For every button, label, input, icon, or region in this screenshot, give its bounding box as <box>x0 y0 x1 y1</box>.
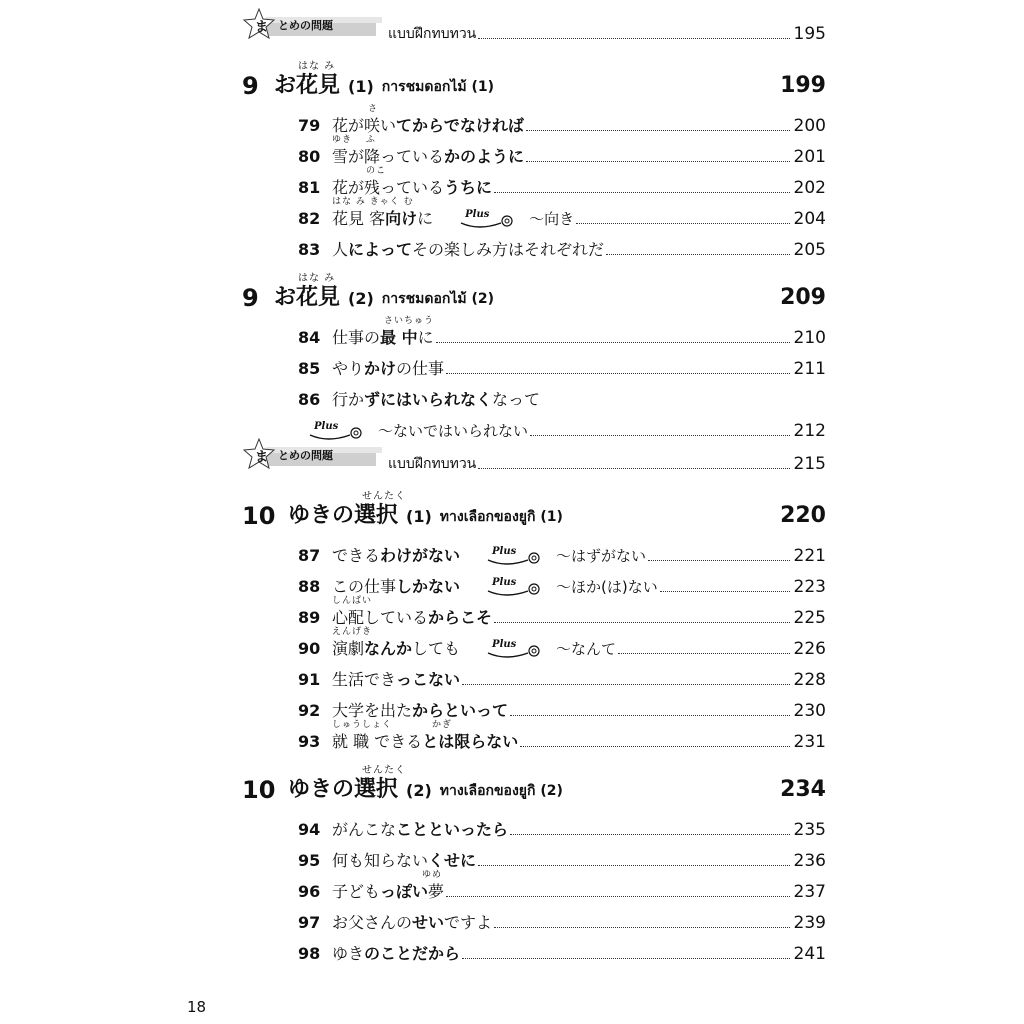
toc-entry[interactable] <box>298 104 826 136</box>
page-ref: 226 <box>793 639 826 659</box>
toc-entry[interactable] <box>298 627 826 659</box>
toc-entry[interactable] <box>298 234 826 260</box>
chapter-ruby: せんたく <box>362 765 406 776</box>
entry-ruby: えんげき <box>332 627 373 637</box>
plus-badge <box>484 546 542 566</box>
summary-badge <box>242 8 382 42</box>
entry-tail: に <box>417 328 434 347</box>
toc-entry[interactable] <box>298 197 826 229</box>
dot-leader <box>520 745 789 747</box>
entry-tail: なって <box>492 390 541 409</box>
page-ref: 195 <box>793 24 826 44</box>
chapter-title-kanji: 選択 <box>354 777 399 802</box>
dot-leader <box>478 864 790 866</box>
entry-number: 94 <box>298 820 321 839</box>
page-ref: 230 <box>793 701 826 721</box>
entry-number: 90 <box>298 639 321 658</box>
entry-grammar: うちに <box>444 178 493 197</box>
entry-grammar: っこない <box>396 670 461 689</box>
entry-tail: その楽しみ方はそれぞれだ <box>412 240 605 259</box>
entry-ruby: はな み きゃく む <box>332 197 414 207</box>
chapter-page: 220 <box>780 503 826 528</box>
toc-entry[interactable] <box>298 845 826 871</box>
chapter-thai-title: การชมดอกไม้ (1) <box>381 79 495 95</box>
plus-note: 〜ほか(は)ない <box>556 578 658 596</box>
entry-plain: 生活でき <box>332 670 397 689</box>
entry-grammar: くせに <box>428 851 477 870</box>
entry-grammar: かのように <box>444 147 525 166</box>
page-ref: 210 <box>793 328 826 348</box>
entry-plain: がんこな <box>332 820 397 839</box>
entry-number: 79 <box>298 116 321 135</box>
entry-grammar: せい <box>412 913 445 932</box>
entry-plain: 仕事の <box>332 328 381 347</box>
page-ref: 212 <box>793 421 826 441</box>
page-ref: 228 <box>793 670 826 690</box>
plus-note: 〜はずがない <box>556 547 647 565</box>
toc-entry[interactable] <box>298 664 826 690</box>
chapter-part: (1) <box>406 507 432 526</box>
badge-label: とめの問題 <box>278 449 333 462</box>
page-ref: 236 <box>793 851 826 871</box>
entry-number: 96 <box>298 882 321 901</box>
chapter-part: (2) <box>348 289 374 308</box>
entry-plain: 人 <box>332 240 349 259</box>
plus-label: Plus <box>492 546 517 557</box>
entry-grammar: からこそ <box>428 608 493 627</box>
entry-number: 95 <box>298 851 321 870</box>
dot-leader <box>494 191 790 193</box>
dot-leader <box>576 222 789 224</box>
entry-grammar: かけ <box>364 359 397 378</box>
entry-grammar: からといって <box>412 701 509 720</box>
chapter-heading[interactable] <box>242 491 826 530</box>
plus-label: Plus <box>314 421 339 432</box>
toc-entry[interactable] <box>298 596 826 628</box>
chapter-title-prefix: ゆきの <box>288 777 355 802</box>
chapter-ruby: はな み <box>298 273 336 284</box>
plus-note: 〜ないではいられない <box>378 422 529 440</box>
page-ref: 225 <box>793 608 826 628</box>
entry-plain: 何も知らない <box>332 851 429 870</box>
chapter-heading[interactable] <box>242 765 826 804</box>
toc-entry[interactable] <box>298 720 826 752</box>
dot-leader <box>526 129 790 131</box>
chapter-number: 9 <box>242 72 259 100</box>
entry-plain: 花が残っている <box>332 178 445 197</box>
plus-note: 〜なんて <box>556 640 617 658</box>
page-ref: 237 <box>793 882 826 902</box>
entry-number: 80 <box>298 147 321 166</box>
chapter-title-prefix: ゆきの <box>288 503 355 528</box>
toc-entry[interactable] <box>298 316 826 348</box>
entry-grammar: とは限らない <box>422 732 519 751</box>
dot-leader <box>478 37 789 39</box>
entry-plain: やり <box>332 359 365 378</box>
entry-grammar: 最 中 <box>380 328 418 347</box>
toc-entry[interactable] <box>298 907 826 933</box>
summary-row[interactable] <box>242 8 826 44</box>
toc-entry[interactable] <box>298 353 826 379</box>
entry-tail: に <box>417 209 434 228</box>
summary-row[interactable] <box>242 438 826 474</box>
chapter-thai-title: ทางเลือกของยูกิ (2) <box>439 783 563 799</box>
dot-leader <box>494 926 790 928</box>
chapter-heading[interactable] <box>242 61 826 100</box>
chapter-part: (2) <box>406 781 432 800</box>
entry-number: 91 <box>298 670 321 689</box>
entry-ruby: さ <box>368 104 379 114</box>
entry-grammar: のことだから <box>364 944 461 963</box>
dot-leader <box>462 957 790 959</box>
plus-note: 〜向き <box>529 210 575 228</box>
page-ref: 239 <box>793 913 826 933</box>
chapter-page: 199 <box>780 73 826 98</box>
entry-plain: お父さんの <box>332 913 413 932</box>
page-ref: 235 <box>793 820 826 840</box>
entry-ruby: しゅうしょく かぎ <box>332 720 453 730</box>
badge-label: とめの問題 <box>278 19 333 32</box>
toc-entry[interactable] <box>298 166 826 198</box>
entry-plain: 花が咲い <box>332 116 397 135</box>
page-number: 18 <box>187 998 207 1016</box>
plus-label: Plus <box>492 639 517 650</box>
dot-leader <box>510 714 790 716</box>
entry-plain: 就 職 できる <box>332 732 423 751</box>
chapter-thai-title: การชมดอกไม้ (2) <box>381 291 495 307</box>
page-ref: 215 <box>793 454 826 474</box>
dot-leader <box>446 895 790 897</box>
entry-ruby: さいちゅう <box>384 316 435 326</box>
chapter-number: 10 <box>242 502 276 530</box>
plus-badge <box>457 209 515 229</box>
page-ref: 200 <box>793 116 826 136</box>
entry-number: 97 <box>298 913 321 932</box>
entry-tail: 夢 <box>428 882 445 901</box>
dot-leader <box>510 833 790 835</box>
badge-star-char: ま <box>255 20 269 35</box>
entry-ruby: ゆき ふ <box>332 135 376 145</box>
page-ref: 202 <box>793 178 826 198</box>
entry-grammar: によって <box>348 240 413 259</box>
toc-entry[interactable] <box>298 695 826 721</box>
entry-grammar: なんか <box>364 639 413 658</box>
entry-number: 93 <box>298 732 321 751</box>
dot-leader <box>436 341 790 343</box>
chapter-thai-title: ทางเลือกของยูกิ (1) <box>439 509 563 525</box>
toc-entry[interactable] <box>298 814 826 840</box>
entry-plain: 行か <box>332 390 365 409</box>
dot-leader <box>648 559 790 561</box>
page-ref: 211 <box>793 359 826 379</box>
dot-leader <box>660 590 790 592</box>
plus-badge <box>484 577 542 597</box>
plus-label: Plus <box>492 577 517 588</box>
entry-plain: できる <box>332 546 381 565</box>
entry-number: 89 <box>298 608 321 627</box>
entry-tail: しても <box>412 639 461 658</box>
entry-number: 86 <box>298 390 321 409</box>
plus-label: Plus <box>465 209 490 220</box>
entry-plain: 演劇 <box>332 639 365 658</box>
entry-plain: 子ども <box>332 882 381 901</box>
entry-plain: 雪が降っている <box>332 147 445 166</box>
chapter-title-kanji: 選択 <box>354 503 399 528</box>
entry-ruby: しんぱい <box>332 596 373 606</box>
summary-badge <box>242 438 382 472</box>
entry-plain: ゆき <box>332 944 365 963</box>
dot-leader <box>494 621 790 623</box>
toc-entry[interactable] <box>298 135 826 167</box>
summary-title: แบบฝึกทบทวน <box>388 26 477 42</box>
entry-plain: この仕事 <box>332 577 397 596</box>
page-ref: 201 <box>793 147 826 167</box>
toc-entry[interactable] <box>298 938 826 964</box>
plus-badge <box>484 639 542 659</box>
chapter-ruby: せんたく <box>362 491 406 502</box>
page-ref: 223 <box>793 577 826 597</box>
dot-leader <box>530 434 790 436</box>
dot-leader <box>526 160 790 162</box>
entry-tail: ですよ <box>444 913 493 932</box>
entry-tail: の仕事 <box>396 359 445 378</box>
dot-leader <box>446 372 790 374</box>
page-ref: 231 <box>793 732 826 752</box>
entry-number: 92 <box>298 701 321 720</box>
dot-leader <box>462 683 790 685</box>
entry-plain: 大学を出た <box>332 701 413 720</box>
page-ref: 241 <box>793 944 826 964</box>
entry-number: 87 <box>298 546 321 565</box>
entry-number: 98 <box>298 944 321 963</box>
chapter-title-kanji: 花見 <box>296 73 341 98</box>
entry-number: 81 <box>298 178 321 197</box>
entry-grammar: しかない <box>396 577 461 596</box>
chapter-title-prefix: お <box>274 285 297 310</box>
summary-title: แบบฝึกทบทวน <box>388 456 477 472</box>
entry-grammar: てからでなければ <box>396 116 524 135</box>
entry-ruby: ゆめ <box>422 870 443 880</box>
entry-plain: 花見 客 <box>332 209 386 228</box>
toc-entry[interactable] <box>298 384 826 410</box>
dot-leader <box>618 652 789 654</box>
entry-grammar: ずにはいられなく <box>364 390 493 409</box>
chapter-heading[interactable] <box>242 273 826 312</box>
chapter-ruby: はな み <box>298 61 336 72</box>
dot-leader <box>478 467 789 469</box>
entry-number: 84 <box>298 328 321 347</box>
chapter-number: 10 <box>242 776 276 804</box>
entry-plain: 心配している <box>332 608 429 627</box>
entry-number: 85 <box>298 359 321 378</box>
entry-grammar: わけがない <box>380 546 461 565</box>
toc-entry[interactable] <box>298 571 826 597</box>
page-ref: 204 <box>793 209 826 229</box>
entry-number: 88 <box>298 577 321 596</box>
chapter-number: 9 <box>242 284 259 312</box>
chapter-part: (1) <box>348 77 374 96</box>
chapter-page: 234 <box>780 777 826 802</box>
dot-leader <box>606 253 790 255</box>
entry-grammar: 向け <box>385 209 418 228</box>
entry-ruby: のこ <box>366 166 387 176</box>
badge-star-char: ま <box>255 450 269 465</box>
toc-entry[interactable] <box>298 540 826 566</box>
chapter-title-kanji: 花見 <box>296 285 341 310</box>
entry-grammar: っぽい <box>380 882 429 901</box>
page-ref: 221 <box>793 546 826 566</box>
entry-number: 83 <box>298 240 321 259</box>
chapter-title-prefix: お <box>274 73 297 98</box>
entry-grammar: ことといったら <box>396 820 509 839</box>
page-ref: 205 <box>793 240 826 260</box>
entry-number: 82 <box>298 209 321 228</box>
chapter-page: 209 <box>780 285 826 310</box>
toc-entry[interactable] <box>298 870 826 902</box>
